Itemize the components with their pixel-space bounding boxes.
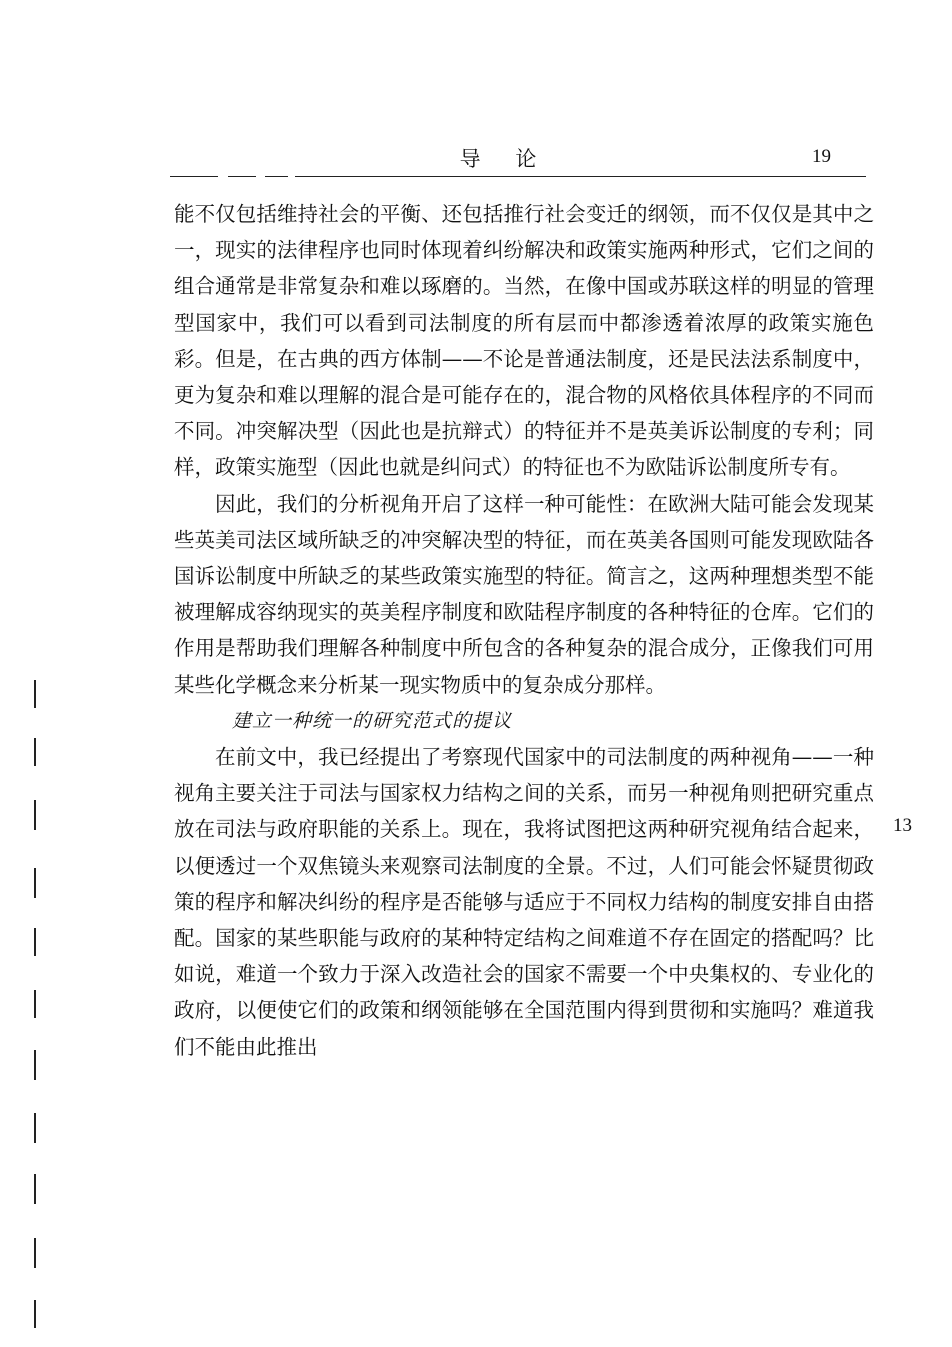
paragraph-1: 能不仅包括维持社会的平衡、还包括推行社会变迁的纲领，而不仅仅是其中之一，现实的法律程序也同时体现着纠纷解决和政策实施两种形式，它们之间的组合通常是非常复杂和难以琢磨的。当然，在像中国或苏联这样的明显的管理型国家中，我们可以看到司法制度的所有层而中都渗透着浓厚的政策实施色彩。但是，在古典的西方体制——不论是普通法制度，还是民法法系制度中，更为复杂和难以理解的混合是可能存在的，混合物的风格依具体程序的不同而不同。冲突解决型（因此也是抗辩式）的特征并不是英美诉讼制度的专利；同样，政策实施型（因此也就是纠问式）的特征也不为欧陆诉讼制度所专有。 xyxy=(174,202,874,480)
scan-edge-mark xyxy=(34,990,36,1018)
section-heading: 建立一种统一的研究范式的提议 xyxy=(232,709,513,732)
scan-edge-mark xyxy=(34,928,36,956)
scan-edge-mark xyxy=(34,680,36,708)
body-text xyxy=(174,196,874,1065)
original-page-margin-number: 13 xyxy=(893,815,912,836)
scan-edge-mark xyxy=(34,738,36,766)
header-rule xyxy=(170,176,866,177)
scan-edge-mark xyxy=(34,1174,36,1204)
scan-edge-mark xyxy=(34,1238,36,1268)
paragraph-2: 因此，我们的分析视角开启了这样一种可能性：在欧洲大陆可能会发现某些英美司法区域所缺乏的冲突解决型的特征，而在英美各国则可能发现欧陆各国诉讼制度中所缺乏的某些政策实施型的特征。简言之，这两种理想类型不能被理解成容纳现实的英美程序制度和欧陆程序制度的各种特征的仓库。它们的作用是帮助我们理解各种制度中所包含的各种复杂的混合成分，正像我们可用某些化学概念来分析某一现实物质中的复杂成分那样。 xyxy=(174,491,874,697)
scan-edge-mark xyxy=(34,1050,36,1080)
running-header-title: 导 论 xyxy=(459,147,551,171)
scan-edge-mark xyxy=(34,868,36,898)
scan-edge-mark xyxy=(34,1113,36,1143)
page-number: 19 xyxy=(812,146,831,167)
scan-edge-mark xyxy=(34,1300,36,1328)
paragraph-3: 在前文中，我已经提出了考察现代国家中的司法制度的两种视角——一种视角主要关注于司法与国家权力结构之间的关系，而另一种视角则把研究重点放在司法与政府职能的关系上。现在，我将试图把这两种研究视角结合起来，以便透过一个双焦镜头来观察司法制度的全景。不过，人们可能会怀疑贯彻政策的程序和解决纠纷的程序是否能够与适应于不同权力结构的制度安排自由搭配。国家的某些职能与政府的某种特定结构之间难道不存在固定的搭配吗？比如说，难道一个致力于深入改造社会的国家不需要一个中央集权的、专业化的政府，以便使它们的政策和纲领能够在全国范围内得到贯彻和实施吗？难道我们不能由此推出 xyxy=(174,745,874,1059)
scan-edge-mark xyxy=(34,800,36,830)
